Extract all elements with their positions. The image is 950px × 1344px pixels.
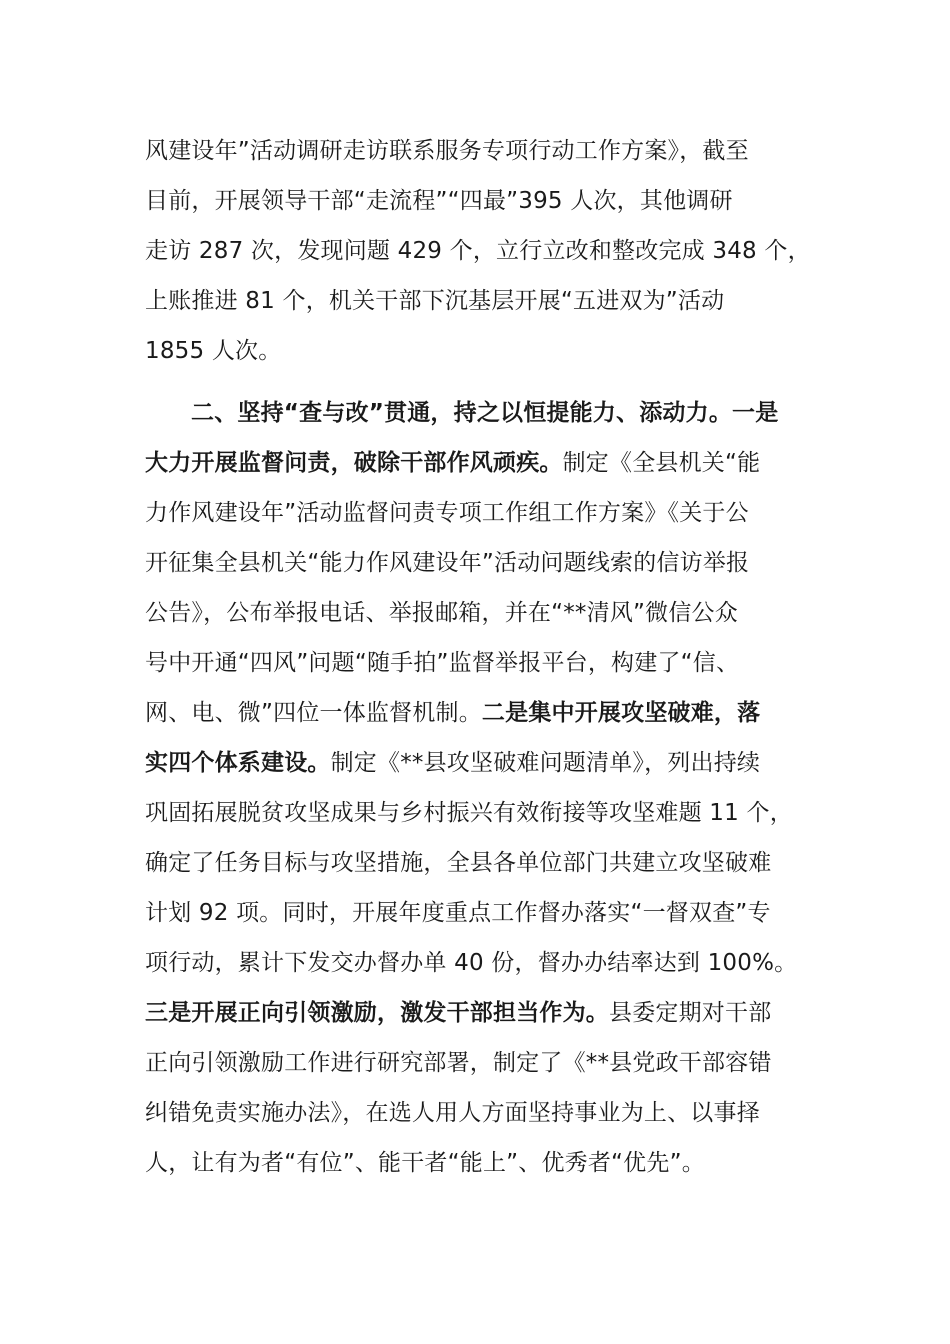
paragraph-gap <box>145 376 805 388</box>
text-line: 上账推进 81 个，机关干部下沉基层开展“五进双为”活动 <box>145 288 725 314</box>
text-line <box>145 988 805 1038</box>
text-run: 网、电、微”四位一体监督机制。 <box>145 700 482 726</box>
text-line: 力作风建设年”活动监督问责专项工作组工作方案》《关于公 <box>145 500 749 526</box>
text-line: 号中开通“四风”问题“随手拍”监督举报平台，构建了“信、 <box>145 650 740 676</box>
bold-phrase: 二是集中开展攻坚破难，落 <box>481 700 761 726</box>
text-line: 纠错免责实施办法》，在选人用人方面坚持事业为上、以事择 <box>145 1100 760 1126</box>
text-line: 确定了任务目标与攻坚措施，全县各单位部门共建立攻坚破难 <box>145 850 772 876</box>
text-line: 风建设年”活动调研走访联系服务专项行动工作方案》，截至 <box>145 138 749 164</box>
paragraph-1 <box>145 126 811 376</box>
text-line: 计划 92 项。同时，开展年度重点工作督办落实“一督双查”专 <box>145 900 771 926</box>
text-line <box>145 688 805 738</box>
section-heading: 二、坚持“查与改”贯通，持之以恒提能力、添动力。一是 <box>191 400 779 426</box>
bold-phrase: 大力开展监督问责，破除干部作风顽疾。 <box>145 450 563 476</box>
text-line: 正向引领激励工作进行研究部署，制定了《**县党政干部容错 <box>145 1050 772 1076</box>
text-line: 目前，开展领导干部“走流程”“四最”395 人次，其他调研 <box>145 188 733 214</box>
text-line <box>145 438 805 488</box>
text-line: 1855 人次。 <box>145 338 282 364</box>
bold-phrase: 三是开展正向引领激励，激发干部担当作为。 <box>145 1000 609 1026</box>
text-line: 项行动，累计下发交办督办单 40 份，督办办结率达到 100%。 <box>145 950 798 976</box>
text-run: 制定《全县机关“能 <box>562 450 761 476</box>
document-page <box>145 126 811 1188</box>
bold-phrase: 实四个体系建设。 <box>145 750 331 776</box>
text-line: 巩固拓展脱贫攻坚成果与乡村振兴有效衔接等攻坚难题 11 个， <box>145 800 793 826</box>
text-run: 县委定期对干部 <box>609 1000 772 1026</box>
text-line <box>145 738 805 788</box>
text-run: 制定《**县攻坚破难问题清单》，列出持续 <box>330 750 761 776</box>
paragraph-2 <box>145 388 805 1188</box>
text-line: 开征集全县机关“能力作风建设年”活动问题线索的信访举报 <box>145 550 750 576</box>
text-line: 人，让有为者“有位”、能干者“能上”、优秀者“优先”。 <box>145 1150 705 1176</box>
text-line: 公告》，公布举报电话、举报邮箱，并在“**清风”微信公众 <box>145 600 738 626</box>
text-line: 走访 287 次，发现问题 429 个，立行立改和整改完成 348 个， <box>145 238 811 264</box>
